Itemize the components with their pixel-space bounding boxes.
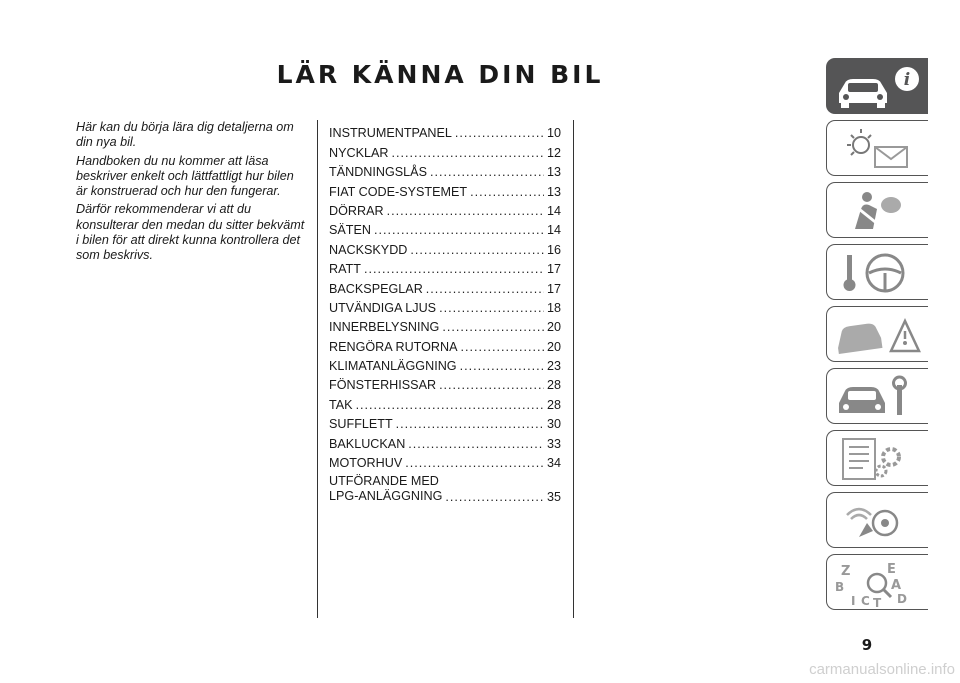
toc-leader bbox=[405, 456, 544, 470]
toc-entry-label: TAK bbox=[329, 397, 353, 412]
toc-leader bbox=[387, 204, 544, 218]
chapter-tab-warning-lights[interactable] bbox=[826, 120, 928, 176]
toc-entry-page: 30 bbox=[547, 417, 562, 432]
index-letter: T bbox=[873, 596, 882, 607]
toc-entry-page: 34 bbox=[547, 456, 562, 471]
chapter-tab-maintenance[interactable] bbox=[826, 368, 928, 424]
toc-entry[interactable] bbox=[329, 412, 561, 431]
toc-entry-label: RATT bbox=[329, 262, 361, 277]
toc-entry[interactable] bbox=[329, 121, 561, 140]
toc-entry-label-line2: LPG-ANLÄGGNING bbox=[329, 489, 443, 504]
toc-entry-label: DÖRRAR bbox=[329, 203, 384, 218]
chapter-tab-safety[interactable] bbox=[826, 182, 928, 238]
toc-leader bbox=[356, 398, 544, 412]
toc-entry[interactable] bbox=[329, 179, 561, 198]
toc-entry-label: NYCKLAR bbox=[329, 145, 389, 160]
toc-entry-page: 10 bbox=[547, 126, 562, 141]
toc-entry[interactable] bbox=[329, 470, 561, 504]
toc-entry-page: 18 bbox=[547, 300, 562, 315]
toc-entry-label: INNERBELYSNING bbox=[329, 320, 440, 335]
chapter-tab-multimedia[interactable] bbox=[826, 492, 928, 548]
toc-entry-label: BAKLUCKAN bbox=[329, 436, 406, 451]
toc-leader bbox=[470, 185, 544, 199]
chapter-tabs bbox=[826, 58, 928, 616]
toc-leader bbox=[442, 320, 544, 334]
toc-entry-page: 17 bbox=[547, 281, 562, 296]
toc-entry[interactable] bbox=[329, 315, 561, 334]
svg-text:i: i bbox=[903, 70, 911, 90]
chapter-tab-car-info[interactable] bbox=[826, 58, 928, 114]
toc-entry-page: 13 bbox=[547, 184, 562, 199]
chapter-tab-starting-driving[interactable] bbox=[826, 244, 928, 300]
toc-entry[interactable] bbox=[329, 451, 561, 470]
index-letter: D bbox=[897, 592, 907, 606]
toc-entry-page: 14 bbox=[547, 203, 562, 218]
toc-entry[interactable] bbox=[329, 296, 561, 315]
key-steering-wheel-icon bbox=[833, 249, 929, 297]
toc-entry[interactable] bbox=[329, 140, 561, 159]
column-divider-left bbox=[317, 120, 318, 618]
toc-entry-label-line1: UTFÖRANDE MED bbox=[329, 474, 439, 489]
car-maintenance-wrench-icon bbox=[833, 373, 929, 421]
intro-paragraph: Handboken du nu kommer att läsa beskriver enkelt och lättfattligt hur bilen är konstruerad och hur den fungerar. bbox=[76, 153, 294, 199]
toc-leader bbox=[410, 243, 544, 257]
chapter-tab-emergency[interactable] bbox=[826, 306, 928, 362]
specifications-gear-icon bbox=[833, 435, 929, 483]
toc-entry-label: TÄNDNINGSLÅS bbox=[329, 165, 427, 180]
toc-entry-label: BACKSPEGLAR bbox=[329, 281, 423, 296]
index-letter: E bbox=[887, 562, 896, 577]
toc-entry-page: 14 bbox=[547, 223, 562, 238]
toc-leader bbox=[455, 126, 544, 140]
toc-entry-label bbox=[329, 474, 442, 504]
toc-leader bbox=[439, 378, 544, 392]
toc-entry[interactable] bbox=[329, 257, 561, 276]
toc-entry-page: 23 bbox=[547, 359, 562, 374]
index-letter: C bbox=[861, 594, 870, 607]
toc-leader bbox=[392, 146, 545, 160]
toc-entry-label: FÖNSTERHISSAR bbox=[329, 378, 437, 393]
toc-entry[interactable] bbox=[329, 276, 561, 295]
toc-entry[interactable] bbox=[329, 334, 561, 353]
toc-entry[interactable] bbox=[329, 431, 561, 450]
seatbelt-airbag-icon bbox=[833, 187, 929, 235]
toc-entry-label: FIAT CODE-SYSTEMET bbox=[329, 184, 468, 199]
warning-light-message-icon bbox=[833, 125, 929, 173]
toc-entry-page: 20 bbox=[547, 339, 562, 354]
chapter-tab-technical-data[interactable] bbox=[826, 430, 928, 486]
index-letter: Z bbox=[841, 564, 851, 579]
car-breakdown-warning-icon bbox=[833, 311, 929, 359]
watermark: carmanualsonline.info bbox=[809, 661, 955, 678]
toc-entry-page: 33 bbox=[547, 436, 562, 451]
toc-entry-page: 28 bbox=[547, 397, 562, 412]
toc-entry-page: 12 bbox=[547, 145, 562, 160]
multimedia-music-icon bbox=[833, 497, 929, 545]
toc-leader bbox=[426, 282, 544, 296]
intro-paragraph: Här kan du börja lära dig detaljerna om din nya bil. bbox=[76, 120, 294, 150]
toc-entry[interactable] bbox=[329, 392, 561, 411]
toc-leader bbox=[445, 490, 544, 504]
index-letter: A bbox=[891, 578, 902, 593]
chapter-tab-index[interactable] bbox=[826, 554, 928, 610]
toc-entry[interactable] bbox=[329, 237, 561, 256]
toc-entry-label: INSTRUMENTPANEL bbox=[329, 126, 452, 141]
alphabetical-index-icon bbox=[833, 559, 929, 607]
index-letter: B bbox=[835, 580, 845, 594]
toc-leader bbox=[460, 359, 544, 373]
toc-entry[interactable] bbox=[329, 199, 561, 218]
toc-entry-page: 13 bbox=[547, 165, 562, 180]
toc-entry-label: MOTORHUV bbox=[329, 456, 403, 471]
toc-entry[interactable] bbox=[329, 354, 561, 373]
toc-entry-page: 35 bbox=[547, 490, 562, 505]
toc-leader bbox=[430, 165, 544, 179]
toc-entry-page: 20 bbox=[547, 320, 562, 335]
toc-entry-label: UTVÄNDIGA LJUS bbox=[329, 300, 437, 315]
toc-entry[interactable] bbox=[329, 218, 561, 237]
toc-entry-label: KLIMATANLÄGGNING bbox=[329, 359, 457, 374]
toc-leader bbox=[396, 417, 544, 431]
index-letter: I bbox=[851, 594, 856, 607]
toc-entry-label: RENGÖRA RUTORNA bbox=[329, 339, 458, 354]
column-divider-right bbox=[573, 120, 574, 618]
toc-entry-page: 28 bbox=[547, 378, 562, 393]
toc-entry[interactable] bbox=[329, 373, 561, 392]
toc-leader bbox=[461, 340, 544, 354]
intro-paragraph: Därför rekommenderar vi att du konsulterar den medan du sitter bekvämt i bilen för att direkt kunna kontrollera det som beskrivs. bbox=[76, 202, 305, 263]
toc-entry-label: SÄTEN bbox=[329, 223, 371, 238]
page-number: 9 bbox=[861, 636, 873, 654]
table-of-contents bbox=[329, 121, 561, 504]
toc-entry-page: 17 bbox=[547, 262, 562, 277]
toc-entry-label: SUFFLETT bbox=[329, 417, 393, 432]
car-info-icon bbox=[833, 63, 929, 111]
page-title: LÄR KÄNNA DIN BIL bbox=[276, 60, 604, 89]
toc-entry-label: NACKSKYDD bbox=[329, 242, 408, 257]
toc-leader bbox=[408, 437, 544, 451]
intro-text bbox=[76, 120, 308, 267]
toc-entry[interactable] bbox=[329, 160, 561, 179]
toc-leader bbox=[374, 223, 544, 237]
toc-leader bbox=[364, 262, 544, 276]
toc-entry-page: 16 bbox=[547, 242, 562, 257]
toc-leader bbox=[439, 301, 544, 315]
